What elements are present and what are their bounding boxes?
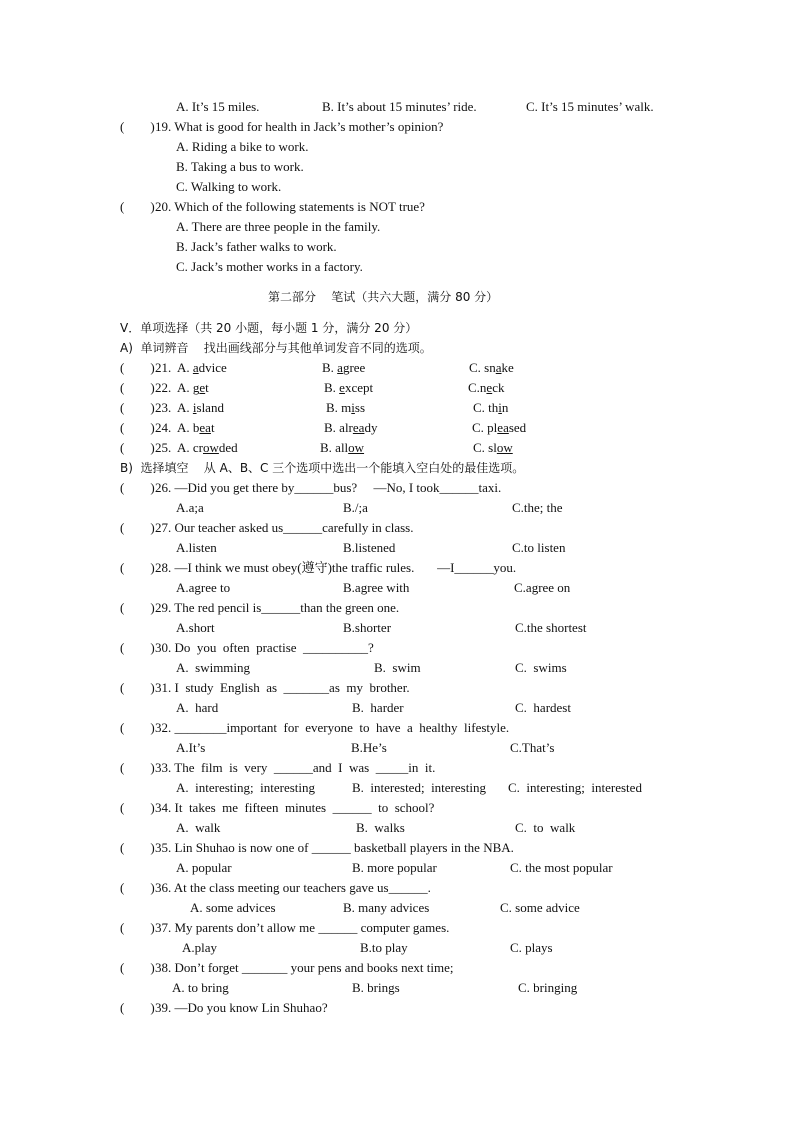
question-stem: 37. My parents don’t allow me ______ computer games. [155,920,450,935]
q18-option-b: B. It’s about 15 minutes’ ride. [322,99,477,114]
option-b: B. more popular [352,860,437,875]
option-b: B. brings [352,980,400,995]
phonics-option-c: C. pleased [472,420,527,435]
answer-paren: ( ) [120,199,155,214]
question-stem: 34. It takes me fifteen minutes ______ to school? [155,800,435,815]
q18-option-a: A. It’s 15 miles. [176,99,260,114]
phonics-number: 25. [155,440,172,455]
subsection-a-title: A) 单词辨音 找出画线部分与其他单词发音不同的选项。 [120,341,432,355]
answer-paren: ( ) [120,640,155,655]
phonics-option-b: B. already [324,420,378,435]
phonics-number: 22. [155,380,172,395]
option-b: B. many advices [343,900,430,915]
answer-paren: ( ) [120,800,155,815]
subsection-b-title: B) 选择填空 从 A、B、C 三个选项中选出一个能填入空白处的最佳选项。 [120,461,525,475]
answer-paren: ( ) [120,720,155,735]
q19-option-a: A. Riding a bike to work. [176,139,309,154]
option-c: C. some advice [500,900,580,915]
answer-paren: ( ) [120,760,155,775]
phonics-option-c: C. thin [473,400,509,415]
phonics-option-a: A. get [177,380,209,395]
question-stem: 32. ________important for everyone to have a healthy lifestyle. [155,720,510,735]
answer-paren: ( ) [120,420,155,435]
phonics-option-a: A. beat [177,420,215,435]
answer-paren: ( ) [120,680,155,695]
option-b: B. walks [356,820,405,835]
q19-option-b: B. Taking a bus to work. [176,159,304,174]
phonics-option-b: B. except [324,380,374,395]
answer-paren: ( ) [120,560,155,575]
phonics-option-b: B. agree [322,360,366,375]
option-c: C.agree on [514,580,571,595]
q18-option-c: C. It’s 15 minutes’ walk. [526,99,654,114]
option-b: B. interested; interesting [352,780,486,795]
phonics-number: 23. [155,400,172,415]
option-b: B.listened [343,540,396,555]
answer-paren: ( ) [120,880,155,895]
question-stem: 35. Lin Shuhao is now one of ______ basketball players in the NBA. [155,840,514,855]
option-a: A.It’s [176,740,206,755]
answer-paren: ( ) [120,360,155,375]
answer-paren: ( ) [120,960,155,975]
phonics-option-c: C. snake [469,360,514,375]
q20-option-c: C. Jack’s mother works in a factory. [176,259,363,274]
phonics-option-b: B. miss [326,400,366,415]
option-b: B./;a [343,500,368,515]
option-c: C.the shortest [515,620,587,635]
option-b: B. swim [374,660,421,675]
phonics-number: 24. [155,420,172,435]
question-stem: 38. Don’t forget _______ your pens and books next time; [155,960,454,975]
option-b: B.shorter [343,620,392,635]
question-stem: 31. I study English as _______as my brother. [155,680,410,695]
phonics-option-b: B. allow [320,440,365,455]
option-b: B.agree with [343,580,410,595]
option-a: A.short [176,620,215,635]
question-stem: 36. At the class meeting our teachers gave us______. [155,880,431,895]
phonics-option-a: A. island [177,400,224,415]
option-a: A. to bring [172,980,229,995]
option-c: C. interesting; interested [508,780,642,795]
question-stem: 33. The film is very ______and I was _____in it. [155,760,436,775]
part2-title: 第二部分 笔试（共六大题，满分 80 分） [268,290,499,304]
option-c: C. bringing [518,980,578,995]
q19-stem: 19. What is good for health in Jack’s mother’s opinion? [155,119,444,134]
answer-paren: ( ) [120,440,155,455]
question-stem: 26. —Did you get there by______bus? —No, I took______taxi. [155,480,502,495]
question-stem: 28. —I think we must obey(遵守)the traffic rules. —I______you. [155,560,517,575]
option-c: C.That’s [510,740,555,755]
phonics-option-a: A. advice [177,360,227,375]
question-stem: 29. The red pencil is______than the green one. [155,600,400,615]
answer-paren: ( ) [120,119,155,134]
answer-paren: ( ) [120,1000,155,1015]
option-c: C.to listen [512,540,566,555]
option-a: A. popular [176,860,232,875]
question-stem: 27. Our teacher asked us______carefully in class. [155,520,414,535]
phonics-option-c: C.neck [468,380,505,395]
option-a: A.a;a [176,500,204,515]
option-a: A. swimming [176,660,251,675]
option-a: A. walk [176,820,221,835]
option-a: A. interesting; interesting [176,780,316,795]
q19-option-c: C. Walking to work. [176,179,282,194]
answer-paren: ( ) [120,840,155,855]
option-b: B. harder [352,700,404,715]
phonics-option-a: A. crowded [177,440,238,455]
option-b: B.He’s [351,740,387,755]
option-c: C. to walk [515,820,576,835]
q20-stem: 20. Which of the following statements is NOT true? [155,199,425,214]
question-stem: 39. —Do you know Lin Shuhao? [155,1000,328,1015]
question-stem: 30. Do you often practise __________? [155,640,374,655]
answer-paren: ( ) [120,380,155,395]
answer-paren: ( ) [120,600,155,615]
option-a: A.listen [176,540,217,555]
answer-paren: ( ) [120,480,155,495]
q20-option-b: B. Jack’s father walks to work. [176,239,337,254]
option-b: B.to play [360,940,408,955]
option-a: A.play [182,940,218,955]
option-c: C. plays [510,940,553,955]
option-c: C. swims [515,660,567,675]
answer-paren: ( ) [120,920,155,935]
answer-paren: ( ) [120,400,155,415]
q20-option-a: A. There are three people in the family. [176,219,381,234]
option-c: C.the; the [512,500,563,515]
option-c: C. the most popular [510,860,613,875]
option-a: A. some advices [190,900,276,915]
option-a: A. hard [176,700,219,715]
option-a: A.agree to [176,580,231,595]
section5-title: V．单项选择（共 20 小题，每小题 1 分，满分 20 分） [120,321,418,335]
option-c: C. hardest [515,700,571,715]
answer-paren: ( ) [120,520,155,535]
phonics-option-c: C. slow [473,440,513,455]
phonics-number: 21. [155,360,172,375]
